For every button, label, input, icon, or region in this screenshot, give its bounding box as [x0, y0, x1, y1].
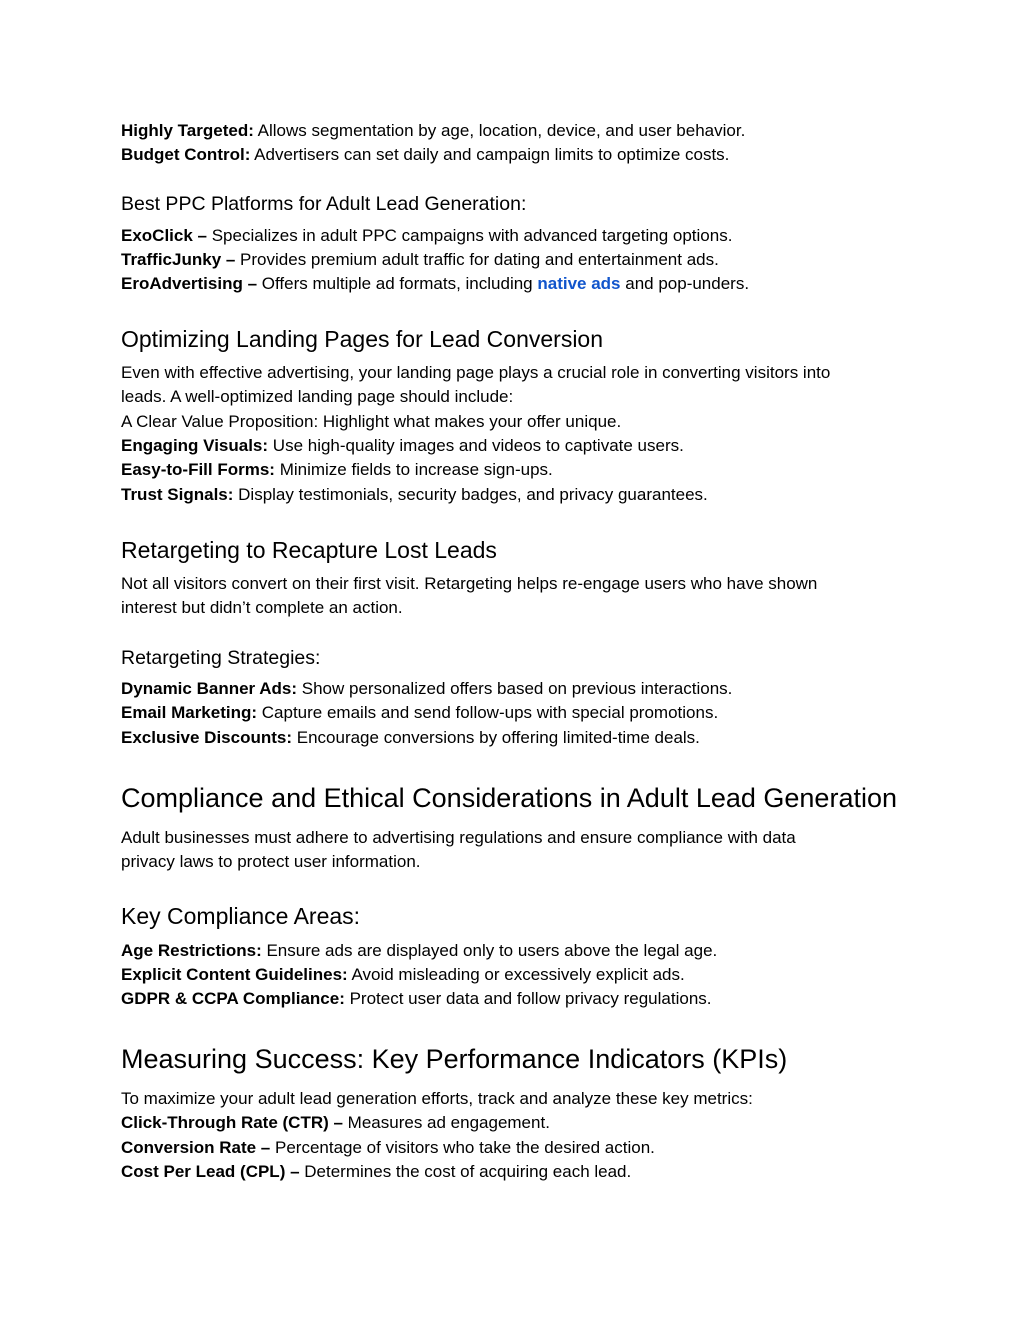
item-label: Dynamic Banner Ads:	[121, 679, 298, 698]
list-item	[121, 987, 712, 1011]
item-text: Allows segmentation by age, location, device, and user behavior.	[253, 121, 746, 140]
item-label: ExoClick –	[121, 226, 207, 245]
item-text: Specializes in adult PPC campaigns with advanced targeting options.	[207, 226, 733, 245]
item-text: Determines the cost of acquiring each lead.	[299, 1162, 632, 1181]
kpis-intro: To maximize your adult lead generation efforts, track and analyze these key metrics:	[121, 1089, 753, 1108]
list-item	[121, 248, 719, 272]
item-label: Budget Control:	[121, 145, 251, 164]
item-label: Age Restrictions:	[121, 941, 262, 960]
item-text: Provides premium adult traffic for dating and entertainment ads.	[235, 250, 719, 269]
item-text: Advertisers can set daily and campaign limits to optimize costs.	[250, 145, 730, 164]
list-item	[121, 119, 745, 143]
paragraph-line: privacy laws to protect user information.	[121, 852, 421, 872]
item-label: Exclusive Discounts:	[121, 728, 293, 747]
paragraph-line: interest but didn’t complete an action.	[121, 598, 403, 618]
item-text: Ensure ads are displayed only to users above the legal age.	[261, 941, 718, 960]
item-text: Minimize fields to increase sign-ups.	[274, 460, 553, 479]
item-text: Percentage of visitors who take the desired action.	[270, 1138, 655, 1157]
list-item	[121, 458, 553, 482]
native-ads-link[interactable]: native ads	[537, 274, 621, 293]
item-label: Email Marketing:	[121, 703, 258, 722]
list-item	[121, 272, 749, 296]
item-text: Protect user data and follow privacy regulations.	[344, 989, 712, 1008]
retargeting-subheading: Retargeting Strategies:	[121, 647, 321, 669]
list-item	[121, 726, 700, 750]
item-label: Click-Through Rate (CTR) –	[121, 1113, 343, 1132]
paragraph-line: Adult businesses must adhere to advertising regulations and ensure compliance with data	[121, 828, 796, 847]
paragraph-line: leads. A well-optimized landing page should include:	[121, 387, 514, 407]
list-item	[121, 143, 729, 167]
item-label: Explicit Content Guidelines:	[121, 965, 348, 984]
item-text: Capture emails and send follow-ups with special promotions.	[257, 703, 719, 722]
paragraph-line: A Clear Value Proposition: Highlight what makes your offer unique.	[121, 411, 622, 431]
list-item	[121, 963, 685, 987]
paragraph-line: Even with effective advertising, your landing page plays a crucial role in converting visitors into	[121, 363, 831, 382]
item-text: Use high-quality images and videos to captivate users.	[268, 436, 684, 455]
item-label: Engaging Visuals:	[121, 436, 269, 455]
kpis-heading: Measuring Success: Key Performance Indicators (KPIs)	[121, 1044, 788, 1074]
list-item	[121, 1160, 631, 1184]
list-item	[121, 1111, 550, 1135]
item-text: Display testimonials, security badges, and privacy guarantees.	[233, 485, 708, 504]
ppc-heading: Best PPC Platforms for Adult Lead Generation:	[121, 193, 527, 215]
list-item	[121, 1136, 655, 1160]
item-text: Encourage conversions by offering limited-time deals.	[292, 728, 700, 747]
list-item	[121, 701, 718, 725]
compliance-heading: Compliance and Ethical Considerations in Adult Lead Generation	[121, 783, 897, 813]
compliance-paragraph	[121, 826, 796, 875]
paragraph-line: Not all visitors convert on their first visit. Retargeting helps re-engage users who have shown	[121, 574, 818, 593]
item-label: Conversion Rate –	[121, 1138, 271, 1157]
item-text: Avoid misleading or excessively explicit ads.	[347, 965, 685, 984]
list-item	[121, 483, 708, 507]
compliance-subheading: Key Compliance Areas:	[121, 903, 361, 929]
item-label: Easy-to-Fill Forms:	[121, 460, 275, 479]
item-text: and pop-unders.	[620, 274, 750, 293]
item-label: EroAdvertising –	[121, 274, 258, 293]
item-label: Cost Per Lead (CPL) –	[121, 1162, 300, 1181]
retargeting-heading: Retargeting to Recapture Lost Leads	[121, 537, 497, 563]
item-text: Measures ad engagement.	[342, 1113, 550, 1132]
item-text: Offers multiple ad formats, including	[257, 274, 538, 293]
list-item	[121, 224, 732, 248]
item-label: GDPR & CCPA Compliance:	[121, 989, 345, 1008]
landing-heading: Optimizing Landing Pages for Lead Conversion	[121, 326, 604, 352]
item-label: Trust Signals:	[121, 485, 234, 504]
landing-paragraph	[121, 361, 830, 434]
item-label: Highly Targeted:	[121, 121, 254, 140]
list-item	[121, 677, 732, 701]
item-text: Show personalized offers based on previous interactions.	[297, 679, 733, 698]
list-item	[121, 434, 684, 458]
retargeting-paragraph	[121, 572, 817, 621]
list-item	[121, 939, 717, 963]
item-label: TrafficJunky –	[121, 250, 236, 269]
